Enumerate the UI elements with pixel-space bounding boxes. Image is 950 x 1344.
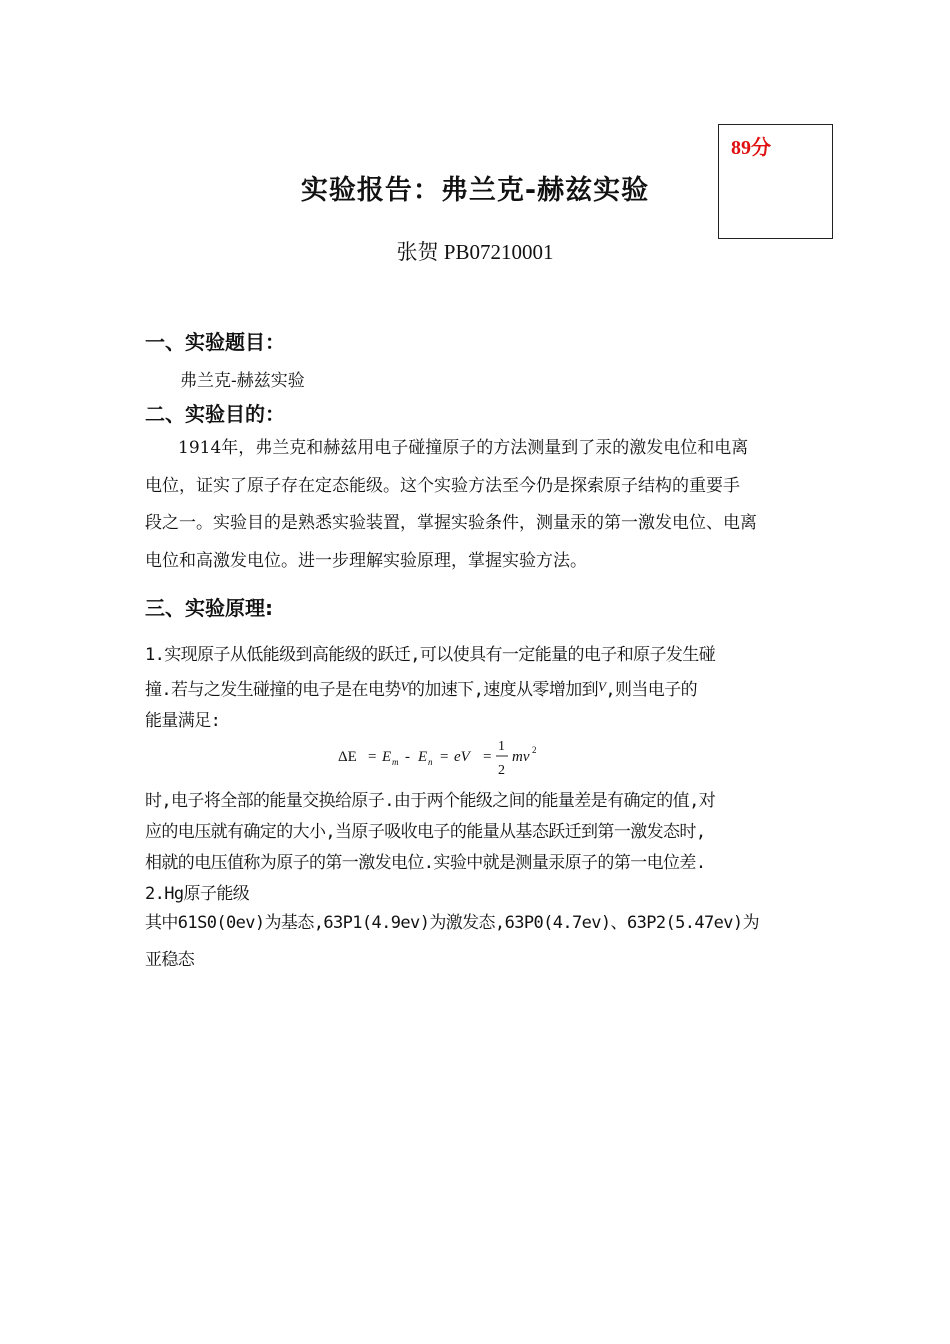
formula-equals-1: = [368, 749, 377, 765]
principle-paragraph-4 [145, 905, 810, 979]
section-heading-topic: 一、实验题目： [145, 330, 285, 354]
formula-em-sub: m [392, 757, 399, 767]
purpose-line-1: 1914年，弗兰克和赫兹用电子碰撞原子的方法测量到了汞的激发电位和电离 [178, 438, 749, 458]
formula-delta-e: ΔE [338, 749, 357, 765]
principle-p2-line-3: 相就的电压值称为原子的第一激发电位.实验中就是测量汞原子的第一电位差. [145, 853, 706, 873]
purpose-line-4: 电位和高激发电位。进一步理解实验原理，掌握实验方法。 [145, 550, 587, 571]
formula-en-sub: n [428, 757, 433, 767]
formula-en: E [418, 749, 428, 765]
score-label: 89分 [731, 137, 771, 159]
principle-p1-line-3: 能量满足: [145, 711, 221, 731]
formula-sup: 2 [532, 745, 537, 755]
principle-p4-line-1: 其中61S0(0ev)为基态,63P1(4.9ev)为激发态,63P0(4.7ev)、63P2(5.47ev)为 [145, 913, 759, 933]
principle-p4-line-2: 亚稳态 [145, 950, 195, 970]
velocity-variable: V [598, 679, 606, 694]
purpose-line-3: 段之一。实验目的是熟悉实验装置，掌握实验条件，测量汞的第一激发电位、电离 [145, 513, 757, 533]
author-line: 张贺 PB07210001 [396, 240, 554, 264]
formula-equals-2: = [440, 749, 449, 765]
page-title: 实验报告：弗兰克-赫兹实验 [300, 175, 650, 206]
principle-paragraph-1 [145, 640, 810, 737]
principle-p2-line-1: 时,电子将全部的能量交换给原子.由于两个能级之间的能量差是有确定的值,对 [145, 791, 716, 811]
topic-text: 弗兰克-赫兹实验 [180, 371, 305, 391]
purpose-line-2: 电位，证实了原子存在定态能级。这个实验方法至今仍是探索原子结构的重要手 [145, 475, 740, 496]
formula-equals-3: = [483, 749, 492, 765]
purpose-paragraph [145, 430, 810, 580]
formula-em: E [382, 749, 392, 765]
principle-p1-line-2: 撞.若与之发生碰撞的电子是在电势$^V$的加速下,速度从零增加到$^V$,则当电子的 [145, 679, 698, 700]
formula-numerator: 1 [498, 739, 505, 754]
formula-ev: eV [454, 749, 470, 765]
principle-p1-line-1: 1.实现原子从低能级到高能级的跃迁,可以使具有一定能量的电子和原子发生碰 [145, 645, 716, 665]
section-heading-purpose: 二、实验目的： [145, 402, 285, 426]
formula-denominator: 2 [498, 763, 505, 778]
principle-paragraph-2 [145, 786, 810, 910]
section-heading-principle: 三、实验原理: [145, 596, 273, 620]
formula-minus: - [405, 749, 410, 765]
principle-p3-line: 2.Hg原子能级 [145, 884, 250, 904]
formula-mv: mv [512, 749, 530, 765]
potential-variable: V [400, 679, 408, 694]
energy-formula [338, 734, 578, 780]
principle-p2-line-2: 应的电压就有确定的大小,当原子吸收电子的能量从基态跃迁到第一激发态时, [145, 822, 706, 842]
